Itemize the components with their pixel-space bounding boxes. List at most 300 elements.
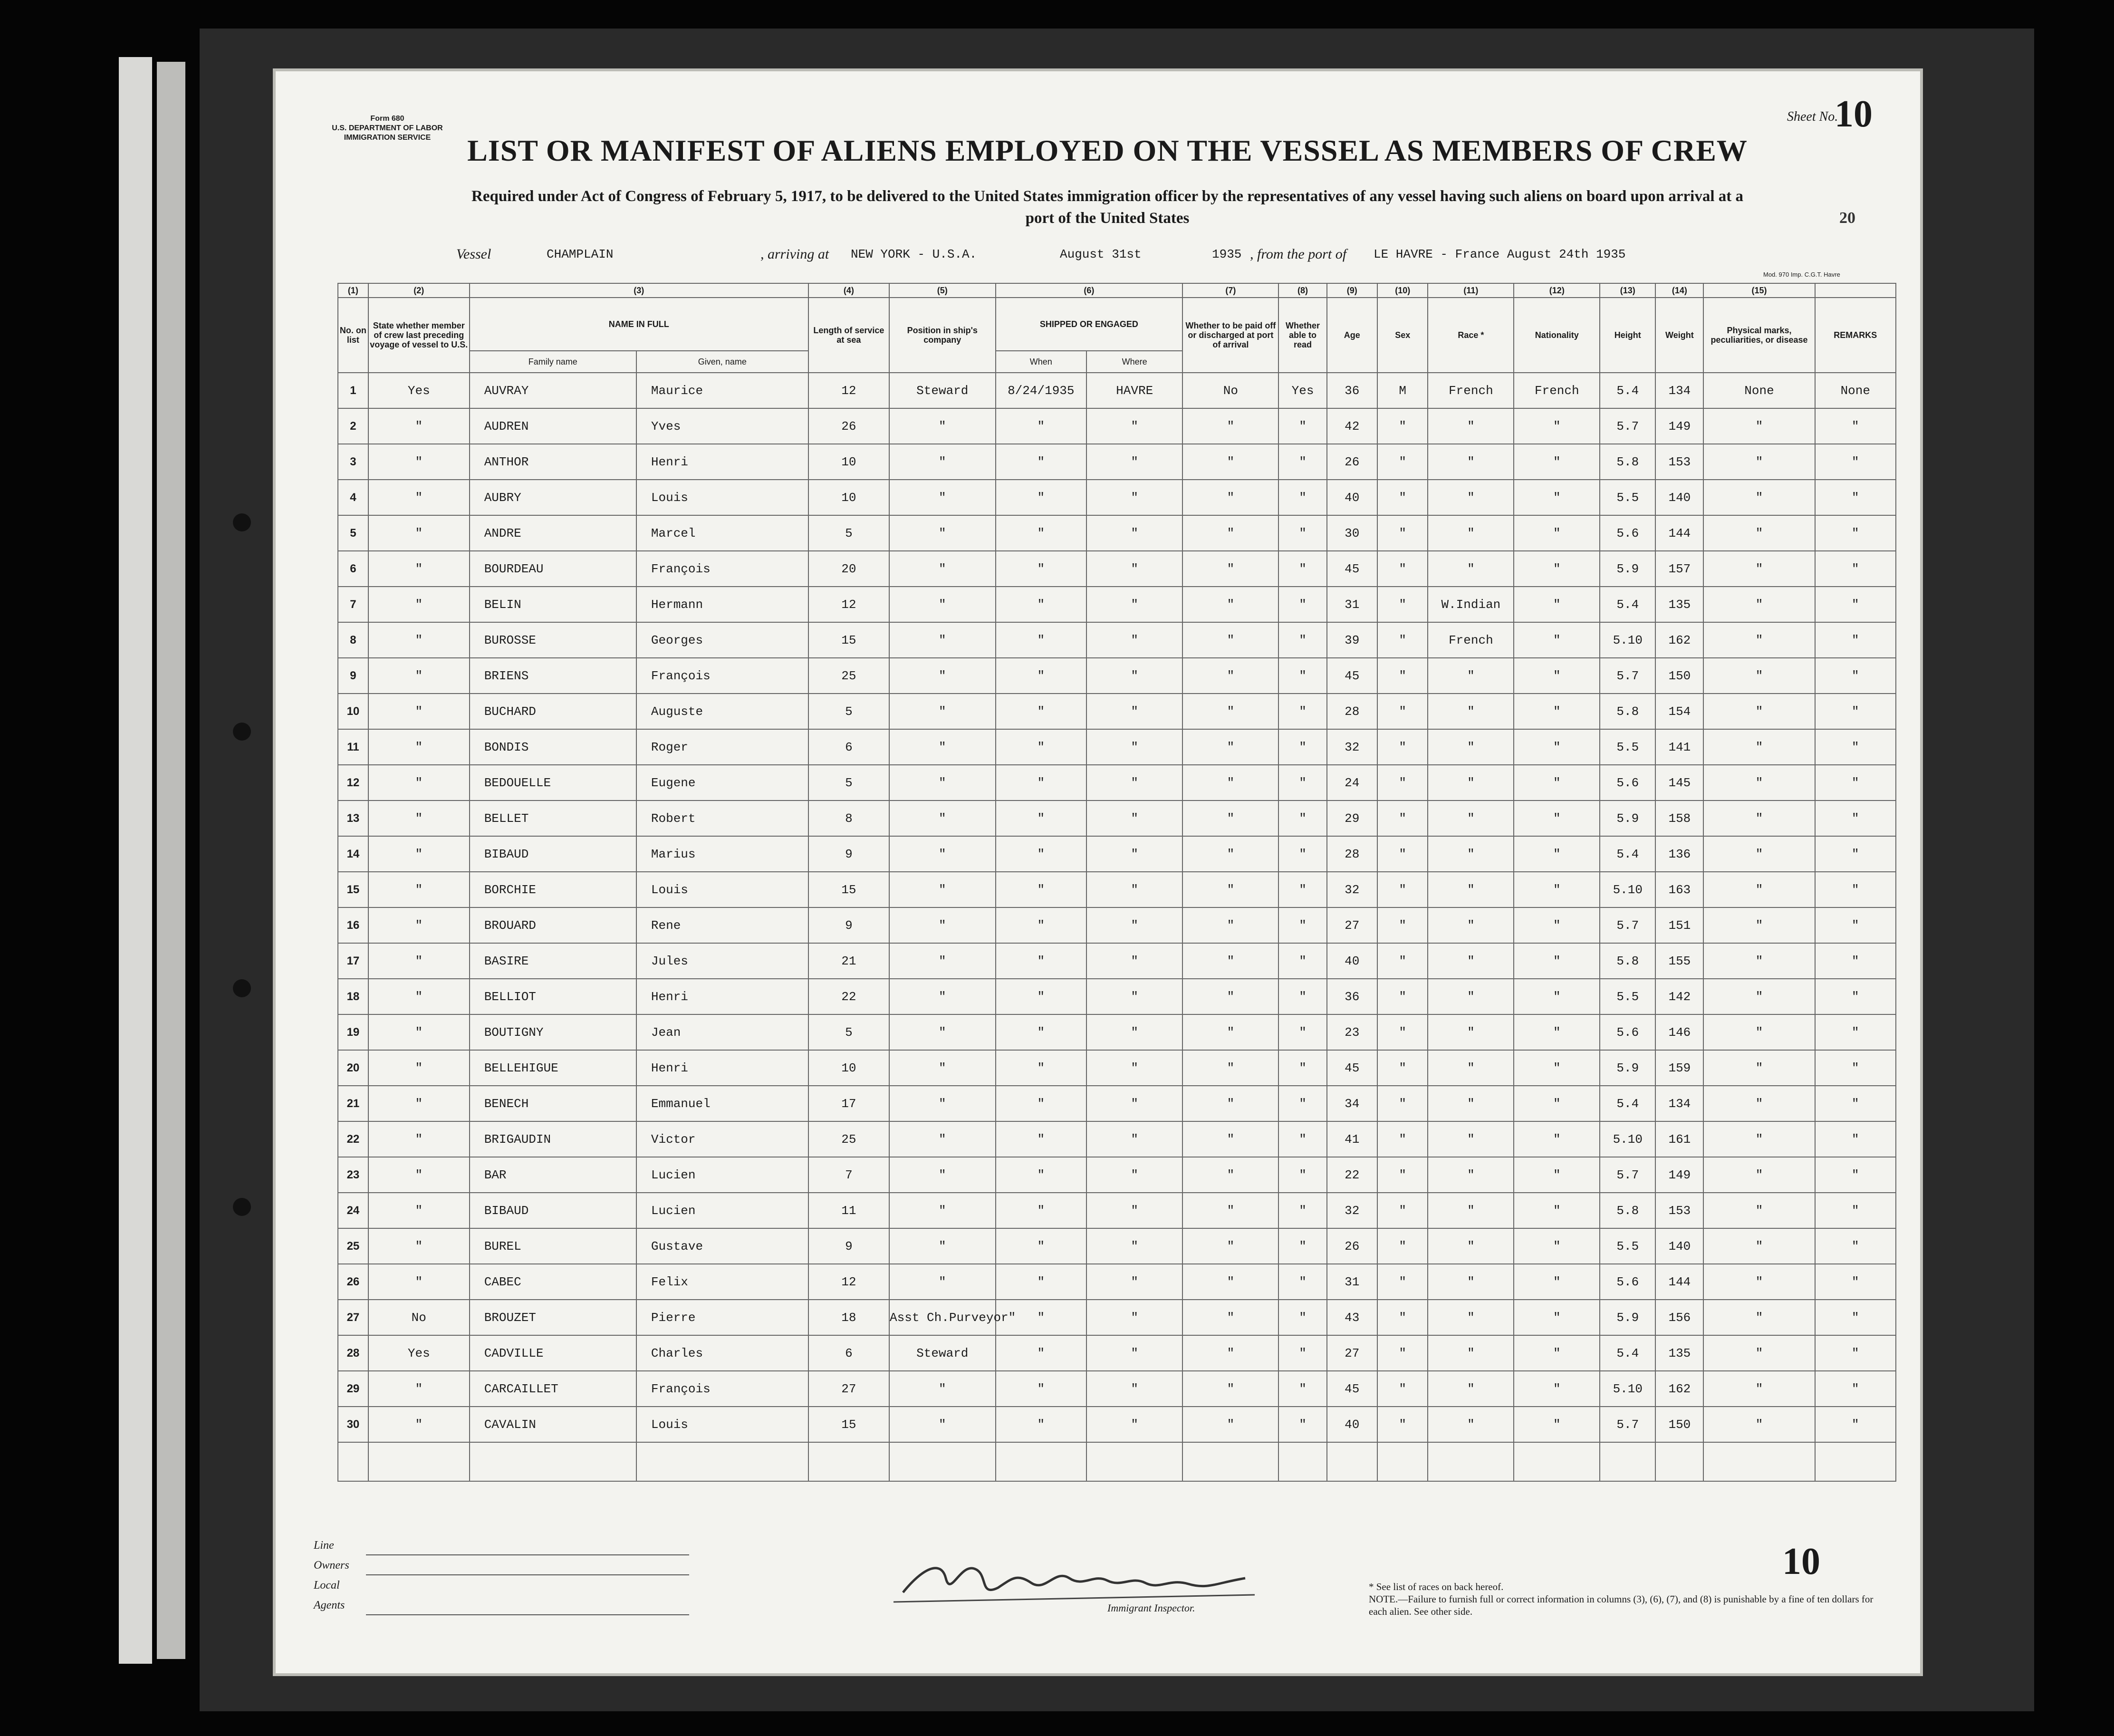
cell-shipped-where: ": [1086, 551, 1182, 587]
cell-physical-marks: ": [1703, 1407, 1815, 1442]
page-reference: 20: [1839, 209, 1855, 227]
cell-length-of-service: 10: [808, 444, 889, 480]
cell-row-number: 5: [338, 515, 368, 551]
cell-sex: ": [1377, 943, 1428, 979]
cell-given-name: Rene: [636, 907, 808, 943]
cell-position: ": [889, 1371, 996, 1407]
cell-age: 43: [1327, 1300, 1377, 1335]
header-paid-off: Whether to be paid off or discharged at port of arrival: [1182, 298, 1278, 373]
cell-race: ": [1428, 765, 1514, 800]
table-row: [338, 1050, 1896, 1086]
footer-notes: [1369, 1581, 1892, 1618]
cell-given-name: Victor: [636, 1121, 808, 1157]
cell-empty: [889, 1442, 996, 1481]
cell-row-number: 14: [338, 836, 368, 872]
cell-family-name: ANDRE: [470, 515, 636, 551]
cell-race: ": [1428, 729, 1514, 765]
cell-able-to-read: ": [1278, 694, 1326, 729]
cell-length-of-service: 25: [808, 1121, 889, 1157]
cell-able-to-read: ": [1278, 979, 1326, 1014]
cell-row-number: 8: [338, 622, 368, 658]
cell-family-name: BELLIOT: [470, 979, 636, 1014]
cell-able-to-read: ": [1278, 1086, 1326, 1121]
cell-physical-marks: ": [1703, 836, 1815, 872]
cell-member-last-voyage: ": [368, 1157, 470, 1193]
cell-weight: 153: [1655, 444, 1703, 480]
cell-length-of-service: 17: [808, 1086, 889, 1121]
cell-height: 5.4: [1600, 836, 1655, 872]
cell-member-last-voyage: ": [368, 979, 470, 1014]
cell-age: 26: [1327, 1228, 1377, 1264]
vessel-name: CHAMPLAIN: [547, 247, 614, 261]
cell-given-name: Lucien: [636, 1157, 808, 1193]
cell-paid-off: ": [1182, 1335, 1278, 1371]
cell-remarks: ": [1815, 907, 1896, 943]
cell-weight: 146: [1655, 1014, 1703, 1050]
cell-given-name: Marcel: [636, 515, 808, 551]
table-row: [338, 1157, 1896, 1193]
cell-member-last-voyage: ": [368, 622, 470, 658]
cell-age: 36: [1327, 373, 1377, 408]
cell-empty: [368, 1442, 470, 1481]
cell-age: 24: [1327, 765, 1377, 800]
cell-length-of-service: 9: [808, 907, 889, 943]
cell-race: ": [1428, 1193, 1514, 1228]
cell-length-of-service: 18: [808, 1300, 889, 1335]
owners-label: Owners: [314, 1559, 349, 1572]
cell-family-name: AUBRY: [470, 480, 636, 515]
cell-empty: [1514, 1442, 1600, 1481]
cell-height: 5.9: [1600, 1050, 1655, 1086]
cell-weight: 140: [1655, 1228, 1703, 1264]
cell-shipped-when: ": [996, 943, 1087, 979]
cell-shipped-when: ": [996, 1086, 1087, 1121]
cell-sex: ": [1377, 836, 1428, 872]
table-row: [338, 979, 1896, 1014]
col-num: (4): [808, 283, 889, 298]
cell-shipped-when: ": [996, 836, 1087, 872]
cell-paid-off: ": [1182, 658, 1278, 694]
cell-weight: 150: [1655, 658, 1703, 694]
cell-given-name: Hermann: [636, 587, 808, 622]
table-row: [338, 1371, 1896, 1407]
cell-sex: ": [1377, 1300, 1428, 1335]
cell-family-name: BIBAUD: [470, 836, 636, 872]
cell-nationality: ": [1514, 1407, 1600, 1442]
cell-shipped-when: ": [996, 551, 1087, 587]
cell-shipped-when: ": [996, 444, 1087, 480]
cell-remarks: ": [1815, 1371, 1896, 1407]
cell-nationality: ": [1514, 480, 1600, 515]
cell-age: 40: [1327, 943, 1377, 979]
cell-position: ": [889, 943, 996, 979]
cell-length-of-service: 10: [808, 480, 889, 515]
cell-physical-marks: ": [1703, 444, 1815, 480]
cell-member-last-voyage: ": [368, 836, 470, 872]
table-row: [338, 1121, 1896, 1157]
cell-member-last-voyage: ": [368, 1121, 470, 1157]
col-num: (10): [1377, 283, 1428, 298]
cell-member-last-voyage: ": [368, 480, 470, 515]
from-port: LE HAVRE - France August 24th 1935: [1374, 247, 1626, 261]
cell-empty: [1428, 1442, 1514, 1481]
table-row: [338, 1335, 1896, 1371]
cell-nationality: ": [1514, 1264, 1600, 1300]
cell-sex: ": [1377, 551, 1428, 587]
cell-nationality: ": [1514, 800, 1600, 836]
from-label: , from the port of: [1250, 246, 1347, 262]
cell-shipped-when: ": [996, 1371, 1087, 1407]
cell-row-number: 1: [338, 373, 368, 408]
cell-able-to-read: ": [1278, 1121, 1326, 1157]
cell-shipped-where: ": [1086, 1086, 1182, 1121]
cell-family-name: BUCHARD: [470, 694, 636, 729]
cell-member-last-voyage: ": [368, 1407, 470, 1442]
cell-able-to-read: Yes: [1278, 373, 1326, 408]
cell-given-name: Lucien: [636, 1193, 808, 1228]
cell-weight: 149: [1655, 1157, 1703, 1193]
cell-race: ": [1428, 943, 1514, 979]
footer-page-number: 10: [1782, 1541, 1820, 1582]
cell-sex: ": [1377, 587, 1428, 622]
cell-physical-marks: ": [1703, 729, 1815, 765]
cell-shipped-when: ": [996, 480, 1087, 515]
cell-able-to-read: ": [1278, 658, 1326, 694]
cell-age: 28: [1327, 836, 1377, 872]
cell-height: 5.9: [1600, 800, 1655, 836]
cell-length-of-service: 5: [808, 1014, 889, 1050]
cell-empty: [338, 1442, 368, 1481]
table-row: [338, 1014, 1896, 1050]
agents-label: Local Agents: [314, 1579, 345, 1611]
cell-position: ": [889, 622, 996, 658]
cell-length-of-service: 10: [808, 1050, 889, 1086]
cell-member-last-voyage: No: [368, 1300, 470, 1335]
cell-physical-marks: ": [1703, 1014, 1815, 1050]
cell-row-number: 3: [338, 444, 368, 480]
cell-given-name: Roger: [636, 729, 808, 765]
cell-age: 31: [1327, 1264, 1377, 1300]
cell-physical-marks: ": [1703, 515, 1815, 551]
cell-shipped-where: ": [1086, 1014, 1182, 1050]
cell-given-name: Charles: [636, 1335, 808, 1371]
cell-shipped-where: ": [1086, 587, 1182, 622]
cell-paid-off: ": [1182, 587, 1278, 622]
cell-weight: 134: [1655, 1086, 1703, 1121]
cell-shipped-when: ": [996, 729, 1087, 765]
table-row: [338, 480, 1896, 515]
cell-position: ": [889, 1228, 996, 1264]
cell-paid-off: ": [1182, 907, 1278, 943]
table-row: [338, 1193, 1896, 1228]
cell-shipped-where: ": [1086, 979, 1182, 1014]
cell-empty: [470, 1442, 636, 1481]
cell-member-last-voyage: ": [368, 444, 470, 480]
col-num: (15): [1703, 283, 1815, 298]
cell-sex: ": [1377, 1014, 1428, 1050]
cell-given-name: Emmanuel: [636, 1086, 808, 1121]
cell-weight: 156: [1655, 1300, 1703, 1335]
cell-age: 32: [1327, 1193, 1377, 1228]
cell-row-number: 16: [338, 907, 368, 943]
cell-position: ": [889, 694, 996, 729]
cell-physical-marks: ": [1703, 800, 1815, 836]
cell-remarks: ": [1815, 943, 1896, 979]
cell-family-name: BROUZET: [470, 1300, 636, 1335]
col-num: (9): [1327, 283, 1377, 298]
cell-weight: 161: [1655, 1121, 1703, 1157]
punch-hole: [233, 723, 251, 741]
cell-sex: ": [1377, 694, 1428, 729]
cell-member-last-voyage: ": [368, 694, 470, 729]
cell-family-name: BRIENS: [470, 658, 636, 694]
cell-family-name: BOUTIGNY: [470, 1014, 636, 1050]
cell-paid-off: ": [1182, 1157, 1278, 1193]
cell-height: 5.7: [1600, 1407, 1655, 1442]
printer-note: Mod. 970 Imp. C.G.T. Havre: [1763, 271, 1840, 278]
cell-given-name: François: [636, 1371, 808, 1407]
cell-family-name: BASIRE: [470, 943, 636, 979]
cell-empty: [1182, 1442, 1278, 1481]
cell-height: 5.4: [1600, 373, 1655, 408]
requirement-line-2: port of the United States: [1025, 210, 1190, 227]
cell-row-number: 22: [338, 1121, 368, 1157]
table-row: [338, 444, 1896, 480]
cell-physical-marks: ": [1703, 979, 1815, 1014]
cell-given-name: Henri: [636, 444, 808, 480]
cell-length-of-service: 27: [808, 1371, 889, 1407]
cell-sex: ": [1377, 1371, 1428, 1407]
cell-weight: 142: [1655, 979, 1703, 1014]
cell-length-of-service: 25: [808, 658, 889, 694]
cell-weight: 154: [1655, 694, 1703, 729]
cell-sex: ": [1377, 872, 1428, 907]
cell-physical-marks: ": [1703, 1264, 1815, 1300]
cell-remarks: ": [1815, 1300, 1896, 1335]
cell-row-number: 25: [338, 1228, 368, 1264]
cell-able-to-read: ": [1278, 1050, 1326, 1086]
cell-sex: ": [1377, 408, 1428, 444]
cell-paid-off: ": [1182, 765, 1278, 800]
cell-weight: 134: [1655, 373, 1703, 408]
cell-length-of-service: 12: [808, 373, 889, 408]
cell-able-to-read: ": [1278, 907, 1326, 943]
cell-shipped-where: ": [1086, 480, 1182, 515]
cell-position: ": [889, 551, 996, 587]
cell-member-last-voyage: ": [368, 1086, 470, 1121]
table-row: [338, 765, 1896, 800]
cell-shipped-when: ": [996, 872, 1087, 907]
table-row: [338, 872, 1896, 907]
col-num: (13): [1600, 283, 1655, 298]
cell-able-to-read: ": [1278, 1371, 1326, 1407]
requirement-text: [314, 185, 1901, 229]
cell-position: ": [889, 872, 996, 907]
col-num: (11): [1428, 283, 1514, 298]
cell-nationality: ": [1514, 1014, 1600, 1050]
cell-length-of-service: 5: [808, 694, 889, 729]
cell-paid-off: ": [1182, 800, 1278, 836]
cell-nationality: ": [1514, 765, 1600, 800]
cell-race: ": [1428, 1086, 1514, 1121]
cell-paid-off: ": [1182, 1014, 1278, 1050]
cell-nationality: ": [1514, 1300, 1600, 1335]
cell-race: French: [1428, 622, 1514, 658]
table-row: [338, 1264, 1896, 1300]
cell-physical-marks: ": [1703, 1193, 1815, 1228]
cell-family-name: CABEC: [470, 1264, 636, 1300]
table-row: [338, 1407, 1896, 1442]
cell-length-of-service: 5: [808, 515, 889, 551]
cell-row-number: 12: [338, 765, 368, 800]
table-row: [338, 658, 1896, 694]
cell-race: ": [1428, 800, 1514, 836]
cell-row-number: 24: [338, 1193, 368, 1228]
inspector-signature: [884, 1550, 1264, 1611]
cell-given-name: Georges: [636, 622, 808, 658]
cell-given-name: Eugene: [636, 765, 808, 800]
cell-remarks: ": [1815, 480, 1896, 515]
cell-member-last-voyage: ": [368, 1264, 470, 1300]
cell-family-name: BOURDEAU: [470, 551, 636, 587]
cell-physical-marks: ": [1703, 408, 1815, 444]
cell-remarks: ": [1815, 622, 1896, 658]
cell-race: ": [1428, 1121, 1514, 1157]
cell-height: 5.10: [1600, 622, 1655, 658]
cell-member-last-voyage: ": [368, 907, 470, 943]
cell-age: 39: [1327, 622, 1377, 658]
cell-nationality: ": [1514, 1193, 1600, 1228]
cell-weight: 149: [1655, 408, 1703, 444]
cell-remarks: ": [1815, 872, 1896, 907]
cell-weight: 151: [1655, 907, 1703, 943]
arriving-label: , arriving at: [760, 246, 829, 262]
cell-able-to-read: ": [1278, 1264, 1326, 1300]
cell-age: 32: [1327, 729, 1377, 765]
cell-nationality: French: [1514, 373, 1600, 408]
page-title: LIST OR MANIFEST OF ALIENS EMPLOYED ON THE VESSEL AS MEMBERS OF CREW: [467, 134, 1748, 167]
cell-physical-marks: ": [1703, 872, 1815, 907]
cell-able-to-read: ": [1278, 1193, 1326, 1228]
cell-race: ": [1428, 1014, 1514, 1050]
cell-given-name: Pierre: [636, 1300, 808, 1335]
cell-position: ": [889, 1157, 996, 1193]
cell-length-of-service: 7: [808, 1157, 889, 1193]
cell-position: ": [889, 836, 996, 872]
col-num: (14): [1655, 283, 1703, 298]
header-height: Height: [1600, 298, 1655, 373]
cell-paid-off: ": [1182, 551, 1278, 587]
cell-position: ": [889, 480, 996, 515]
cell-age: 45: [1327, 1371, 1377, 1407]
cell-member-last-voyage: ": [368, 800, 470, 836]
inspector-label: Immigrant Inspector.: [1107, 1602, 1195, 1614]
cell-shipped-when: ": [996, 658, 1087, 694]
cell-given-name: Maurice: [636, 373, 808, 408]
cell-shipped-where: ": [1086, 836, 1182, 872]
cell-physical-marks: ": [1703, 1335, 1815, 1371]
cell-shipped-where: ": [1086, 800, 1182, 836]
table-row: [338, 907, 1896, 943]
cell-height: 5.7: [1600, 658, 1655, 694]
cell-sex: ": [1377, 1157, 1428, 1193]
cell-paid-off: ": [1182, 444, 1278, 480]
cell-given-name: Gustave: [636, 1228, 808, 1264]
cell-remarks: ": [1815, 836, 1896, 872]
cell-row-number: 20: [338, 1050, 368, 1086]
cell-paid-off: ": [1182, 836, 1278, 872]
header-able-to-read: Whether able to read: [1278, 298, 1326, 373]
cell-race: ": [1428, 408, 1514, 444]
header-remarks: REMARKS: [1815, 298, 1896, 373]
cell-height: 5.5: [1600, 729, 1655, 765]
cell-paid-off: ": [1182, 1300, 1278, 1335]
cell-length-of-service: 20: [808, 551, 889, 587]
cell-physical-marks: ": [1703, 943, 1815, 979]
cell-position: Steward: [889, 373, 996, 408]
cell-member-last-voyage: ": [368, 765, 470, 800]
cell-able-to-read: ": [1278, 408, 1326, 444]
cell-able-to-read: ": [1278, 444, 1326, 480]
cell-shipped-when: ": [996, 694, 1087, 729]
cell-nationality: ": [1514, 1050, 1600, 1086]
col-num: (12): [1514, 283, 1600, 298]
cell-given-name: Felix: [636, 1264, 808, 1300]
cell-age: 45: [1327, 1050, 1377, 1086]
cell-row-number: 13: [338, 800, 368, 836]
cell-age: 28: [1327, 694, 1377, 729]
header-member-last-voyage: State whether member of crew last preceding voyage of vessel to U.S.: [368, 298, 470, 373]
agents-field: [366, 1598, 689, 1615]
header-shipped-engaged: SHIPPED OR ENGAGED: [996, 298, 1183, 351]
cell-sex: ": [1377, 1407, 1428, 1442]
cell-physical-marks: ": [1703, 765, 1815, 800]
cell-shipped-when: ": [996, 1157, 1087, 1193]
cell-weight: 136: [1655, 836, 1703, 872]
cell-shipped-where: HAVRE: [1086, 373, 1182, 408]
cell-shipped-when: ": [996, 979, 1087, 1014]
col-num: (8): [1278, 283, 1326, 298]
cell-remarks: ": [1815, 1228, 1896, 1264]
cell-sex: ": [1377, 444, 1428, 480]
cell-shipped-when: ": [996, 622, 1087, 658]
cell-height: 5.7: [1600, 1157, 1655, 1193]
cell-length-of-service: 15: [808, 872, 889, 907]
cell-sex: ": [1377, 1193, 1428, 1228]
cell-weight: 162: [1655, 622, 1703, 658]
cell-physical-marks: ": [1703, 1121, 1815, 1157]
cell-shipped-where: ": [1086, 1335, 1182, 1371]
cell-height: 5.5: [1600, 480, 1655, 515]
arrival-date: August 31st: [1060, 247, 1142, 261]
cell-age: 30: [1327, 515, 1377, 551]
cell-able-to-read: ": [1278, 1014, 1326, 1050]
cell-paid-off: ": [1182, 979, 1278, 1014]
cell-able-to-read: ": [1278, 1157, 1326, 1193]
cell-paid-off: ": [1182, 1050, 1278, 1086]
cell-length-of-service: 15: [808, 622, 889, 658]
cell-family-name: BAR: [470, 1157, 636, 1193]
cell-shipped-where: ": [1086, 622, 1182, 658]
cell-row-number: 28: [338, 1335, 368, 1371]
cell-able-to-read: ": [1278, 1335, 1326, 1371]
cell-paid-off: ": [1182, 729, 1278, 765]
cell-height: 5.10: [1600, 1121, 1655, 1157]
cell-race: ": [1428, 1335, 1514, 1371]
cell-physical-marks: ": [1703, 587, 1815, 622]
cell-shipped-where: ": [1086, 1157, 1182, 1193]
cell-age: 26: [1327, 444, 1377, 480]
